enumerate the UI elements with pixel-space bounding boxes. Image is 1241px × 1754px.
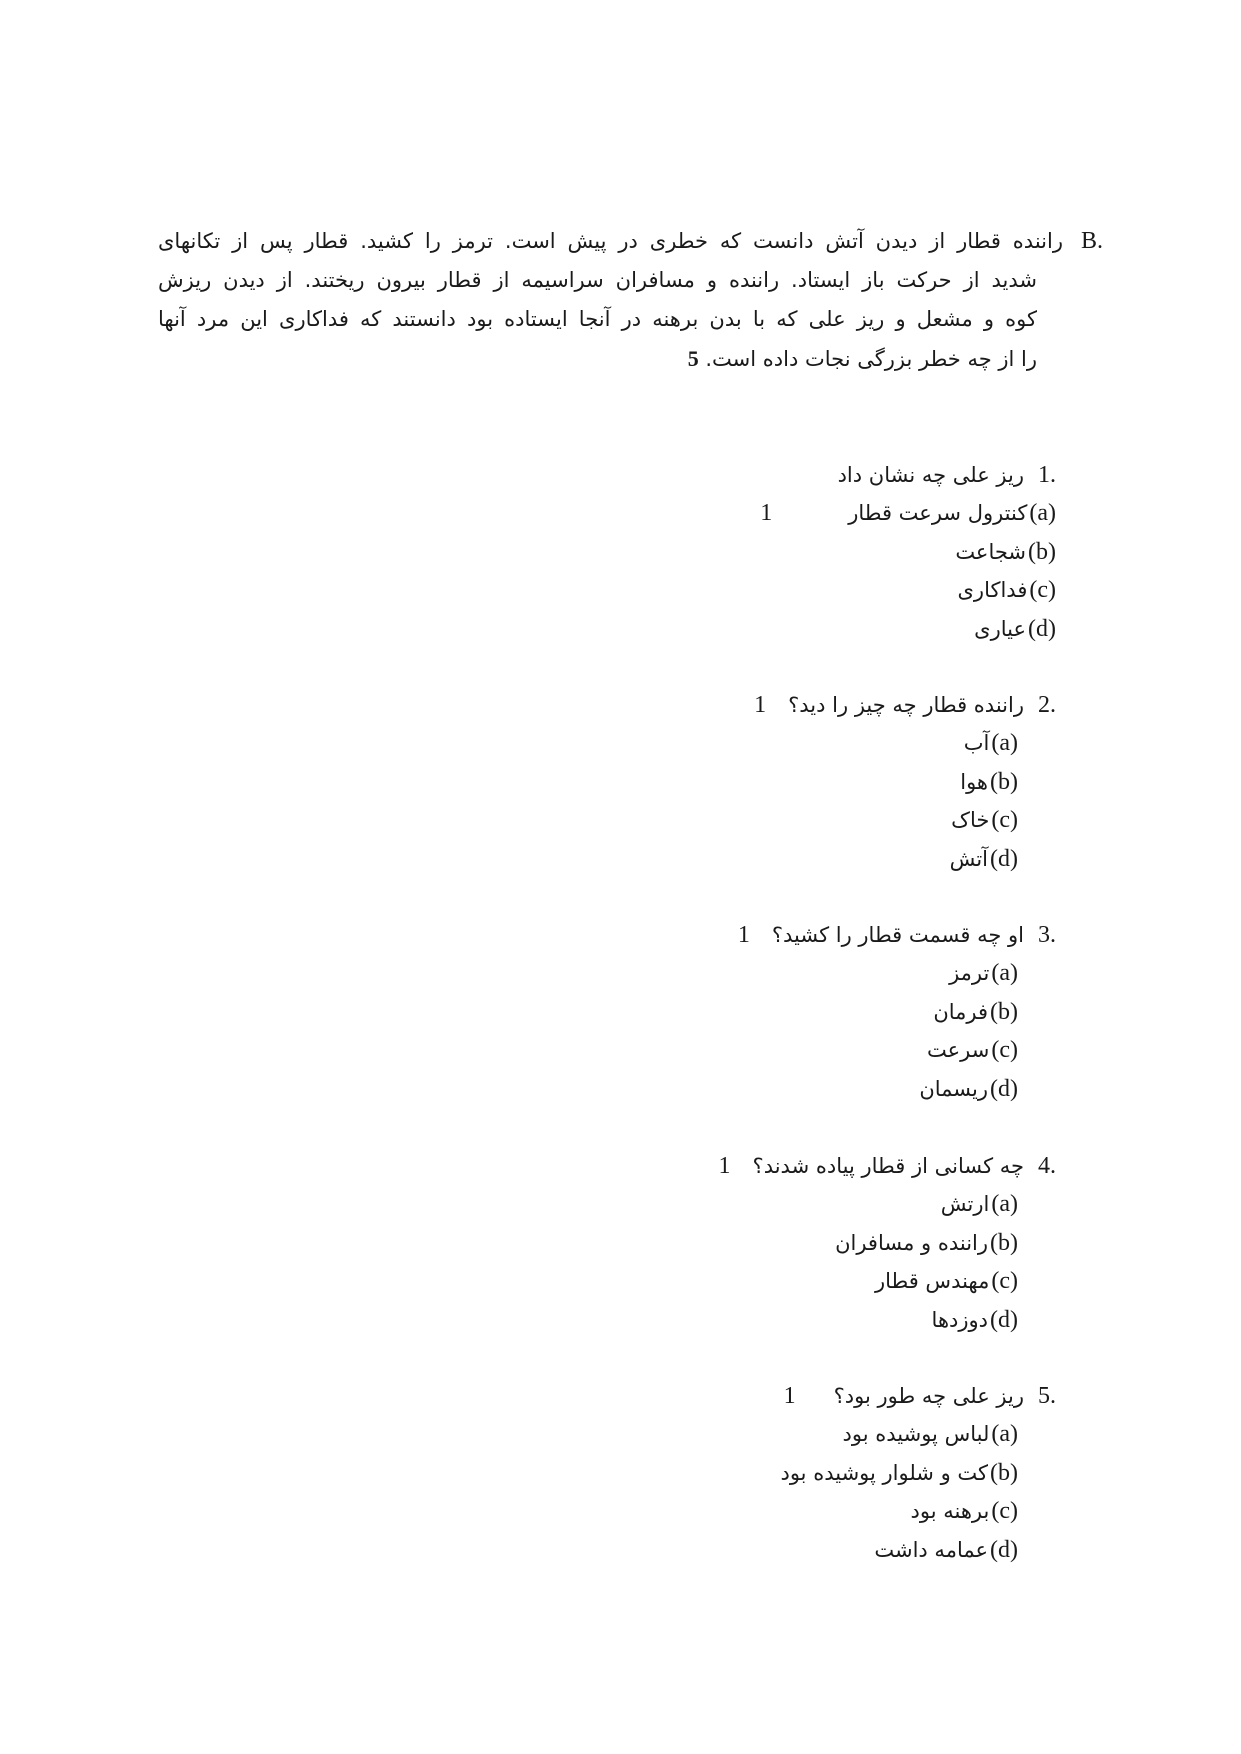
option-letter: (a): [1029, 500, 1056, 526]
question-3-text: او چه قسمت قطار را کشید؟: [771, 923, 1024, 947]
option-letter: (d): [1028, 615, 1056, 642]
question-3-options: [738, 960, 1018, 1114]
passage-line-4: [158, 339, 1063, 378]
option-text: عیاری: [974, 616, 1027, 641]
option-letter: (a): [991, 1421, 1018, 1447]
option-text: برهنه بود: [910, 1499, 990, 1523]
option-text: ترمز: [949, 961, 990, 985]
option-text: کنترول سرعت قطار: [848, 501, 1028, 525]
option-5b[interactable]: [780, 1460, 1018, 1499]
option-letter: (a): [991, 1191, 1018, 1217]
question-4-head: [719, 1153, 1056, 1191]
option-text: هوا: [960, 769, 989, 794]
question-4-mark: 1: [718, 1153, 731, 1179]
passage-line-1: راننده قطار از دیدن آتش دانست که خطری در پیش است. ترمز را کشید. قطار پس از تکانهای: [158, 229, 1063, 253]
option-letter: (d): [990, 1536, 1018, 1563]
option-3a[interactable]: [738, 960, 1018, 999]
option-text: خاک: [951, 808, 990, 832]
question-3: [738, 922, 1056, 1114]
question-3-head: [738, 922, 1056, 960]
question-2-text: راننده قطار چه چیز را دید؟: [788, 693, 1024, 717]
question-1-mark: 1: [760, 500, 773, 526]
option-text: مهندس قطار: [874, 1269, 990, 1293]
option-2a[interactable]: [754, 730, 1018, 769]
option-letter: (a): [991, 960, 1018, 986]
option-text: فرمان: [933, 999, 989, 1024]
passage-line-4-text: را از چه خطر بزرگی نجات داده است.: [705, 347, 1037, 371]
option-1a[interactable]: [760, 500, 1056, 539]
option-text: سرعت: [927, 1038, 990, 1062]
option-5d[interactable]: [780, 1537, 1018, 1576]
option-text: آب: [963, 731, 990, 755]
question-3-mark: 1: [737, 922, 750, 948]
question-5-number: 5.: [1038, 1383, 1056, 1409]
option-text: دوزدها: [931, 1307, 989, 1332]
option-text: آتش: [949, 846, 989, 871]
option-2b[interactable]: [754, 769, 1018, 808]
passage-line-3: کوه و مشعل و ریز علی که با بدن برهنه در آنجا ایستاده بود دانستند که فداکاری این مرد آنها: [158, 307, 1037, 331]
option-text: شجاعت: [955, 539, 1027, 564]
option-2d[interactable]: [754, 846, 1018, 885]
option-letter: (c): [991, 1498, 1018, 1524]
question-2-mark: 1: [754, 692, 767, 718]
option-letter: (c): [991, 1268, 1018, 1294]
question-4-options: [719, 1191, 1018, 1345]
question-2-options: [754, 730, 1018, 884]
question-5-head: [780, 1383, 1056, 1421]
option-letter: (b): [990, 1229, 1018, 1256]
option-text: عمامه داشت: [874, 1537, 989, 1562]
option-5a[interactable]: [780, 1421, 1018, 1460]
option-letter: (b): [990, 998, 1018, 1025]
passage-label: B.: [1080, 228, 1103, 254]
option-text: ریسمان: [919, 1076, 989, 1101]
option-1c[interactable]: [760, 577, 1056, 616]
question-1-text: ریز علی چه نشان داد: [837, 463, 1024, 487]
option-letter: (c): [991, 807, 1018, 833]
passage-b: [158, 222, 1103, 378]
option-text: لباس پوشیده بود: [842, 1422, 990, 1446]
question-2-head: [754, 692, 1056, 730]
passage-mark: 5: [687, 346, 699, 371]
option-text: راننده و مسافران: [835, 1230, 989, 1255]
question-1: [760, 462, 1056, 654]
question-4: [719, 1153, 1056, 1345]
question-4-number: 4.: [1038, 1153, 1056, 1179]
passage-line-2: شدید از حرکت باز ایستاد. راننده و مسافران سراسیمه از قطار بیرون ریختند. از دیدن ریزش: [158, 268, 1037, 292]
option-letter: (d): [990, 1306, 1018, 1333]
option-letter: (c): [1029, 577, 1056, 603]
option-letter: (d): [990, 1075, 1018, 1102]
option-letter: (b): [990, 1459, 1018, 1486]
question-2-number: 2.: [1038, 692, 1056, 718]
option-letter: (b): [1028, 538, 1056, 565]
question-5: [780, 1383, 1056, 1575]
option-letter: (c): [991, 1037, 1018, 1063]
question-1-options: [760, 500, 1056, 654]
option-1d[interactable]: [760, 616, 1056, 655]
option-4c[interactable]: [719, 1268, 1018, 1307]
question-2: [754, 692, 1056, 884]
option-3c[interactable]: [738, 1037, 1018, 1076]
option-letter: (d): [990, 845, 1018, 872]
option-text: فداکاری: [957, 578, 1028, 602]
option-letter: (a): [991, 730, 1018, 756]
option-1b[interactable]: [760, 539, 1056, 578]
option-4d[interactable]: [719, 1307, 1018, 1346]
option-text: کت و شلوار پوشیده بود: [780, 1460, 989, 1485]
option-4a[interactable]: [719, 1191, 1018, 1230]
option-text: ارتش: [940, 1192, 990, 1216]
option-letter: (b): [990, 768, 1018, 795]
option-3d[interactable]: [738, 1076, 1018, 1115]
question-5-options: [780, 1421, 1018, 1575]
question-5-text: ریز علی چه طور بود؟: [833, 1384, 1024, 1408]
question-1-number: 1.: [1038, 462, 1056, 488]
option-2c[interactable]: [754, 807, 1018, 846]
option-5c[interactable]: [780, 1498, 1018, 1537]
option-3b[interactable]: [738, 999, 1018, 1038]
question-3-number: 3.: [1038, 922, 1056, 948]
question-1-head: [760, 462, 1056, 500]
question-5-mark: 1: [783, 1383, 796, 1409]
question-4-text: چه کسانی از قطار پیاده شدند؟: [752, 1154, 1024, 1178]
option-4b[interactable]: [719, 1230, 1018, 1269]
